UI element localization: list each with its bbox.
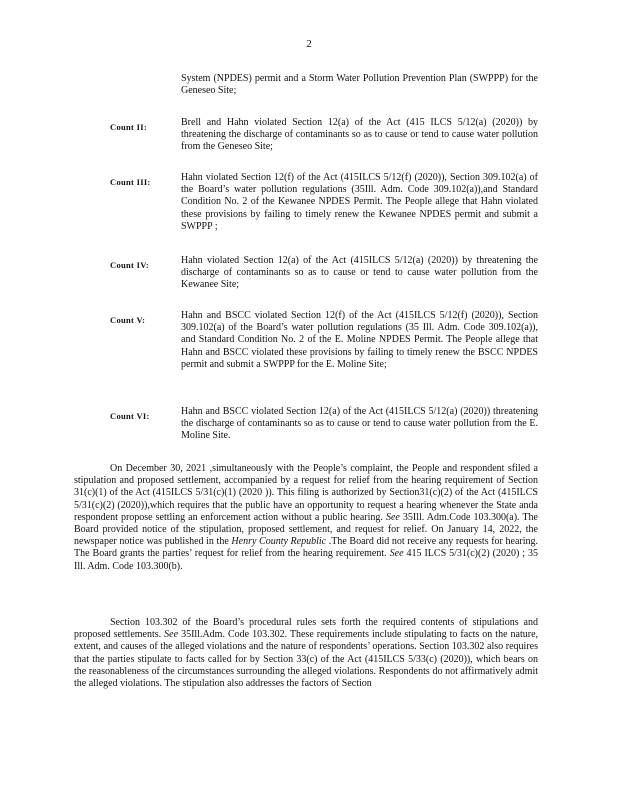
paragraph-1-part-2: 35Ill. Adm.Code 103.300(a). The Board provided notice of the stipulation, proposed settlement, and request for relief. On January 14, 2022, the newspaper notice was published in the	[74, 511, 538, 548]
paragraph-procedural-rules	[74, 617, 538, 690]
count-v-label: Count V:	[110, 315, 146, 325]
count-v-text: Hahn and BSCC violated Section 12(f) of the Act (415ILCS 5/12(f) (2020)), Section 309.102(a) of the Board’s water pollution regulations (35 Ill. Adm. Code 309.102(a)), and Standard Condition No. 2 of the E. Moline NPDES Permit. The People allege that Hahn and BSCC violated these provisions by failing to timely renew the BSCC NPDES permit and submit a SWPPP for the E. Moline Site;	[181, 310, 538, 370]
count-vi-label: Count VI:	[110, 411, 150, 421]
count-ii-label: Count II:	[110, 122, 147, 132]
paragraph-1-see-2: See	[389, 548, 404, 560]
paragraph-stipulation-filing	[74, 463, 538, 573]
paragraph-1-part-3: .The Board did not receive any requests for hearing. The Board grants the parties’ request for relief from the hearing requirement.	[74, 536, 539, 560]
count-i-continuation: System (NPDES) permit and a Storm Water Pollution Prevention Plan (SWPPP) for the Geneseo Site;	[181, 73, 538, 97]
count-ii-text: Brell and Hahn violated Section 12(a) of the Act (415 ILCS 5/12(a) (2020)) by threatening the discharge of contaminants so as to cause or tend to cause water pollution from the Geneseo Site;	[181, 117, 538, 153]
count-vi-text: Hahn and BSCC violated Section 12(a) of the Act (415ILCS 5/12(a) (2020)) threatening the discharge of contaminants so as to cause or tend to cause water pollution from the E. Moline Site.	[181, 406, 538, 442]
paragraph-1-part-4: 415 ILCS 5/31(c)(2) (2020) ; 35 Ill. Adm. Code 103.300(b).	[74, 548, 539, 572]
page-number: 2	[306, 38, 312, 50]
count-iv-text: Hahn violated Section 12(a) of the Act (415ILCS 5/12(a) (2020)) by threatening the discharge of contaminants so as to cause or tend to cause water pollution from the Kewanee Site;	[181, 255, 538, 291]
count-iv-label: Count IV:	[110, 260, 149, 270]
paragraph-1-see-1: See	[385, 511, 400, 523]
paragraph-2-part-1: Section 103.302 of the Board’s procedural rules sets forth the required contents of stipulations and proposed settlements.	[74, 617, 538, 641]
newspaper-name: Henry County Republic	[231, 536, 327, 548]
paragraph-1-part-1: On December 30, 2021 ,simultaneously with the People’s complaint, the People and respondent sfiled a stipulation and proposed settlement, accompanied by a request for relief from the hearing requirement of Section 31(c)(1) of the Act (415ILCS 5/31(c)(1) (2020 )). This filing is authorized by Section31(c)(2) of the Act (415ILCS 5/31(c)(2) (2020)),which requires that the public have an opportunity to request a hearing whenever the State anda respondent propose settling an enforcement action without a public hearing.	[74, 463, 538, 523]
count-iii-label: Count III:	[110, 177, 151, 187]
paragraph-2-part-2: 35Ill.Adm. Code 103.302. These requirements include stipulating to facts on the nature, extent, and causes of the alleged violations and the nature of respondents’ operations. Section 103.302 also requires that the parties stipulate to facts called for by Section 33(c) of the Act (415ILCS 5/33(c) (2020)), which bears on the reasonableness of the circumstances surrounding the alleged violations. Respondents do not affirmatively admit the alleged violations. The stipulation also addresses the factors of Section	[74, 629, 539, 690]
paragraph-2-see-1: See	[164, 629, 179, 641]
count-iii-text: Hahn violated Section 12(f) of the Act (415ILCS 5/12(f) (2020)), Section 309.102(a) of the Board’s water pollution regulations (35Ill. Adm. Code 309.102(a)),and Standard Condition No. 2 of the Kewanee NPDES Permit. The People allege that Hahn violated these provisions by failing to timely renew the Kewanee NPDES permit and submit a SWPPP ;	[181, 172, 538, 232]
